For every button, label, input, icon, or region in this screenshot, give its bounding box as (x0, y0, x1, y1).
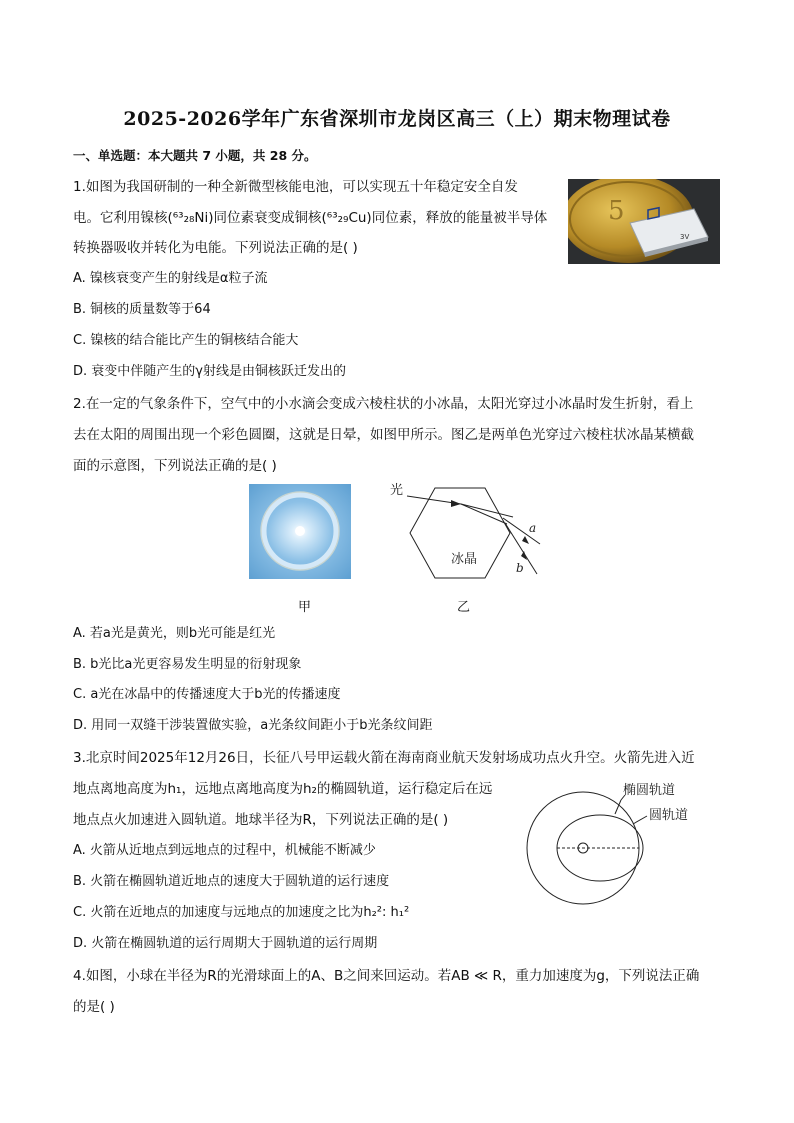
section-heading: 一、单选题：本大题共 7 小题，共 28 分。 (73, 148, 317, 163)
q4-line-2: 的是( ) (73, 999, 115, 1015)
q2-line-3: 面的示意图，下列说法正确的是( ) (73, 458, 277, 474)
q3-option-d: D. 火箭在椭圆轨道的运行周期大于圆轨道的运行周期 (73, 936, 378, 951)
q1-option-d: D. 衰变中伴随产生的γ射线是由铜核跃迁发出的 (73, 364, 346, 379)
label-ellipse-orbit: 椭圆轨道 (623, 783, 676, 798)
q2-option-a: A. 若a光是黄光，则b光可能是红光 (73, 626, 276, 641)
svg-text:5: 5 (608, 196, 625, 226)
q3-option-b: B. 火箭在椭圆轨道近地点的速度大于圆轨道的运行速度 (73, 874, 390, 889)
q1-line-3: 转换器吸收并转化为电能。下列说法正确的是( ) (73, 240, 358, 256)
q1-option-c: C. 镍核的结合能比产生的铜核结合能大 (73, 333, 299, 348)
q1-line-2: 电。它利用镍核(⁶³₂₈Ni)同位素衰变成铜核(⁶³₂₉Cu)同位素，释放的能量被半导体 (73, 210, 548, 226)
sun-halo-photo (249, 484, 351, 579)
q3-option-c: C. 火箭在近地点的加速度与远地点的加速度之比为h₂²: h₁² (73, 905, 410, 920)
q1-line-1: 1.如图为我国研制的一种全新微型核能电池，可以实现五十年稳定安全自发 (73, 179, 518, 195)
chip-label: 3V (680, 233, 690, 241)
q2-option-c: C. a光在冰晶中的传播速度大于b光的传播速度 (73, 687, 341, 702)
q1-option-b: B. 铜核的质量数等于64 (73, 302, 211, 317)
q2-line-1: 2.在一定的气象条件下，空气中的小水滴会变成六棱柱状的小冰晶，太阳光穿过小冰晶时发生折射，看上 (73, 396, 694, 412)
label-circular-orbit: 圆轨道 (649, 808, 689, 823)
q2-option-d: D. 用同一双缝干涉装置做实验，a光条纹间距小于b光条纹间距 (73, 718, 433, 733)
ice-crystal-diagram (385, 478, 545, 580)
q3-line-1: 3.北京时间2025年12月26日，长征八号甲运载火箭在海南商业航天发射场成功点火升空。火箭先进入近 (73, 750, 695, 766)
q4-line-1: 4.如图，小球在半径为R的光滑球面上的A、B之间来回运动。若AB ≪ R，重力加速度为g，下列说法正确 (73, 968, 700, 984)
orbit-diagram (525, 776, 725, 924)
q3-line-3: 地点点火加速进入圆轨道。地球半径为R，下列说法正确的是( ) (73, 812, 449, 828)
q2-option-b: B. b光比a光更容易发生明显的衍射现象 (73, 657, 302, 672)
label-b: b (516, 561, 524, 575)
q1-option-a: A. 镍核衰变产生的射线是α粒子流 (73, 271, 268, 286)
nuclear-battery-photo (568, 179, 720, 264)
q3-line-2: 地点离地高度为h₁，远地点离地高度为h₂的椭圆轨道，运行稳定后在远 (73, 781, 493, 797)
caption-jia: 甲 (298, 600, 312, 615)
label-light: 光 (390, 483, 404, 498)
q2-line-2: 去在太阳的周围出现一个彩色圆圈，这就是日晕，如图甲所示。图乙是两单色光穿过六棱柱状冰晶某横截 (73, 427, 694, 443)
q3-option-a: A. 火箭从近地点到远地点的过程中，机械能不断减少 (73, 843, 376, 858)
caption-yi: 乙 (457, 600, 471, 615)
label-a: a (529, 521, 537, 535)
label-crystal: 冰晶 (451, 552, 478, 567)
page-title: 2025-2026学年广东省深圳市龙岗区高三（上）期末物理试卷 (123, 108, 671, 130)
